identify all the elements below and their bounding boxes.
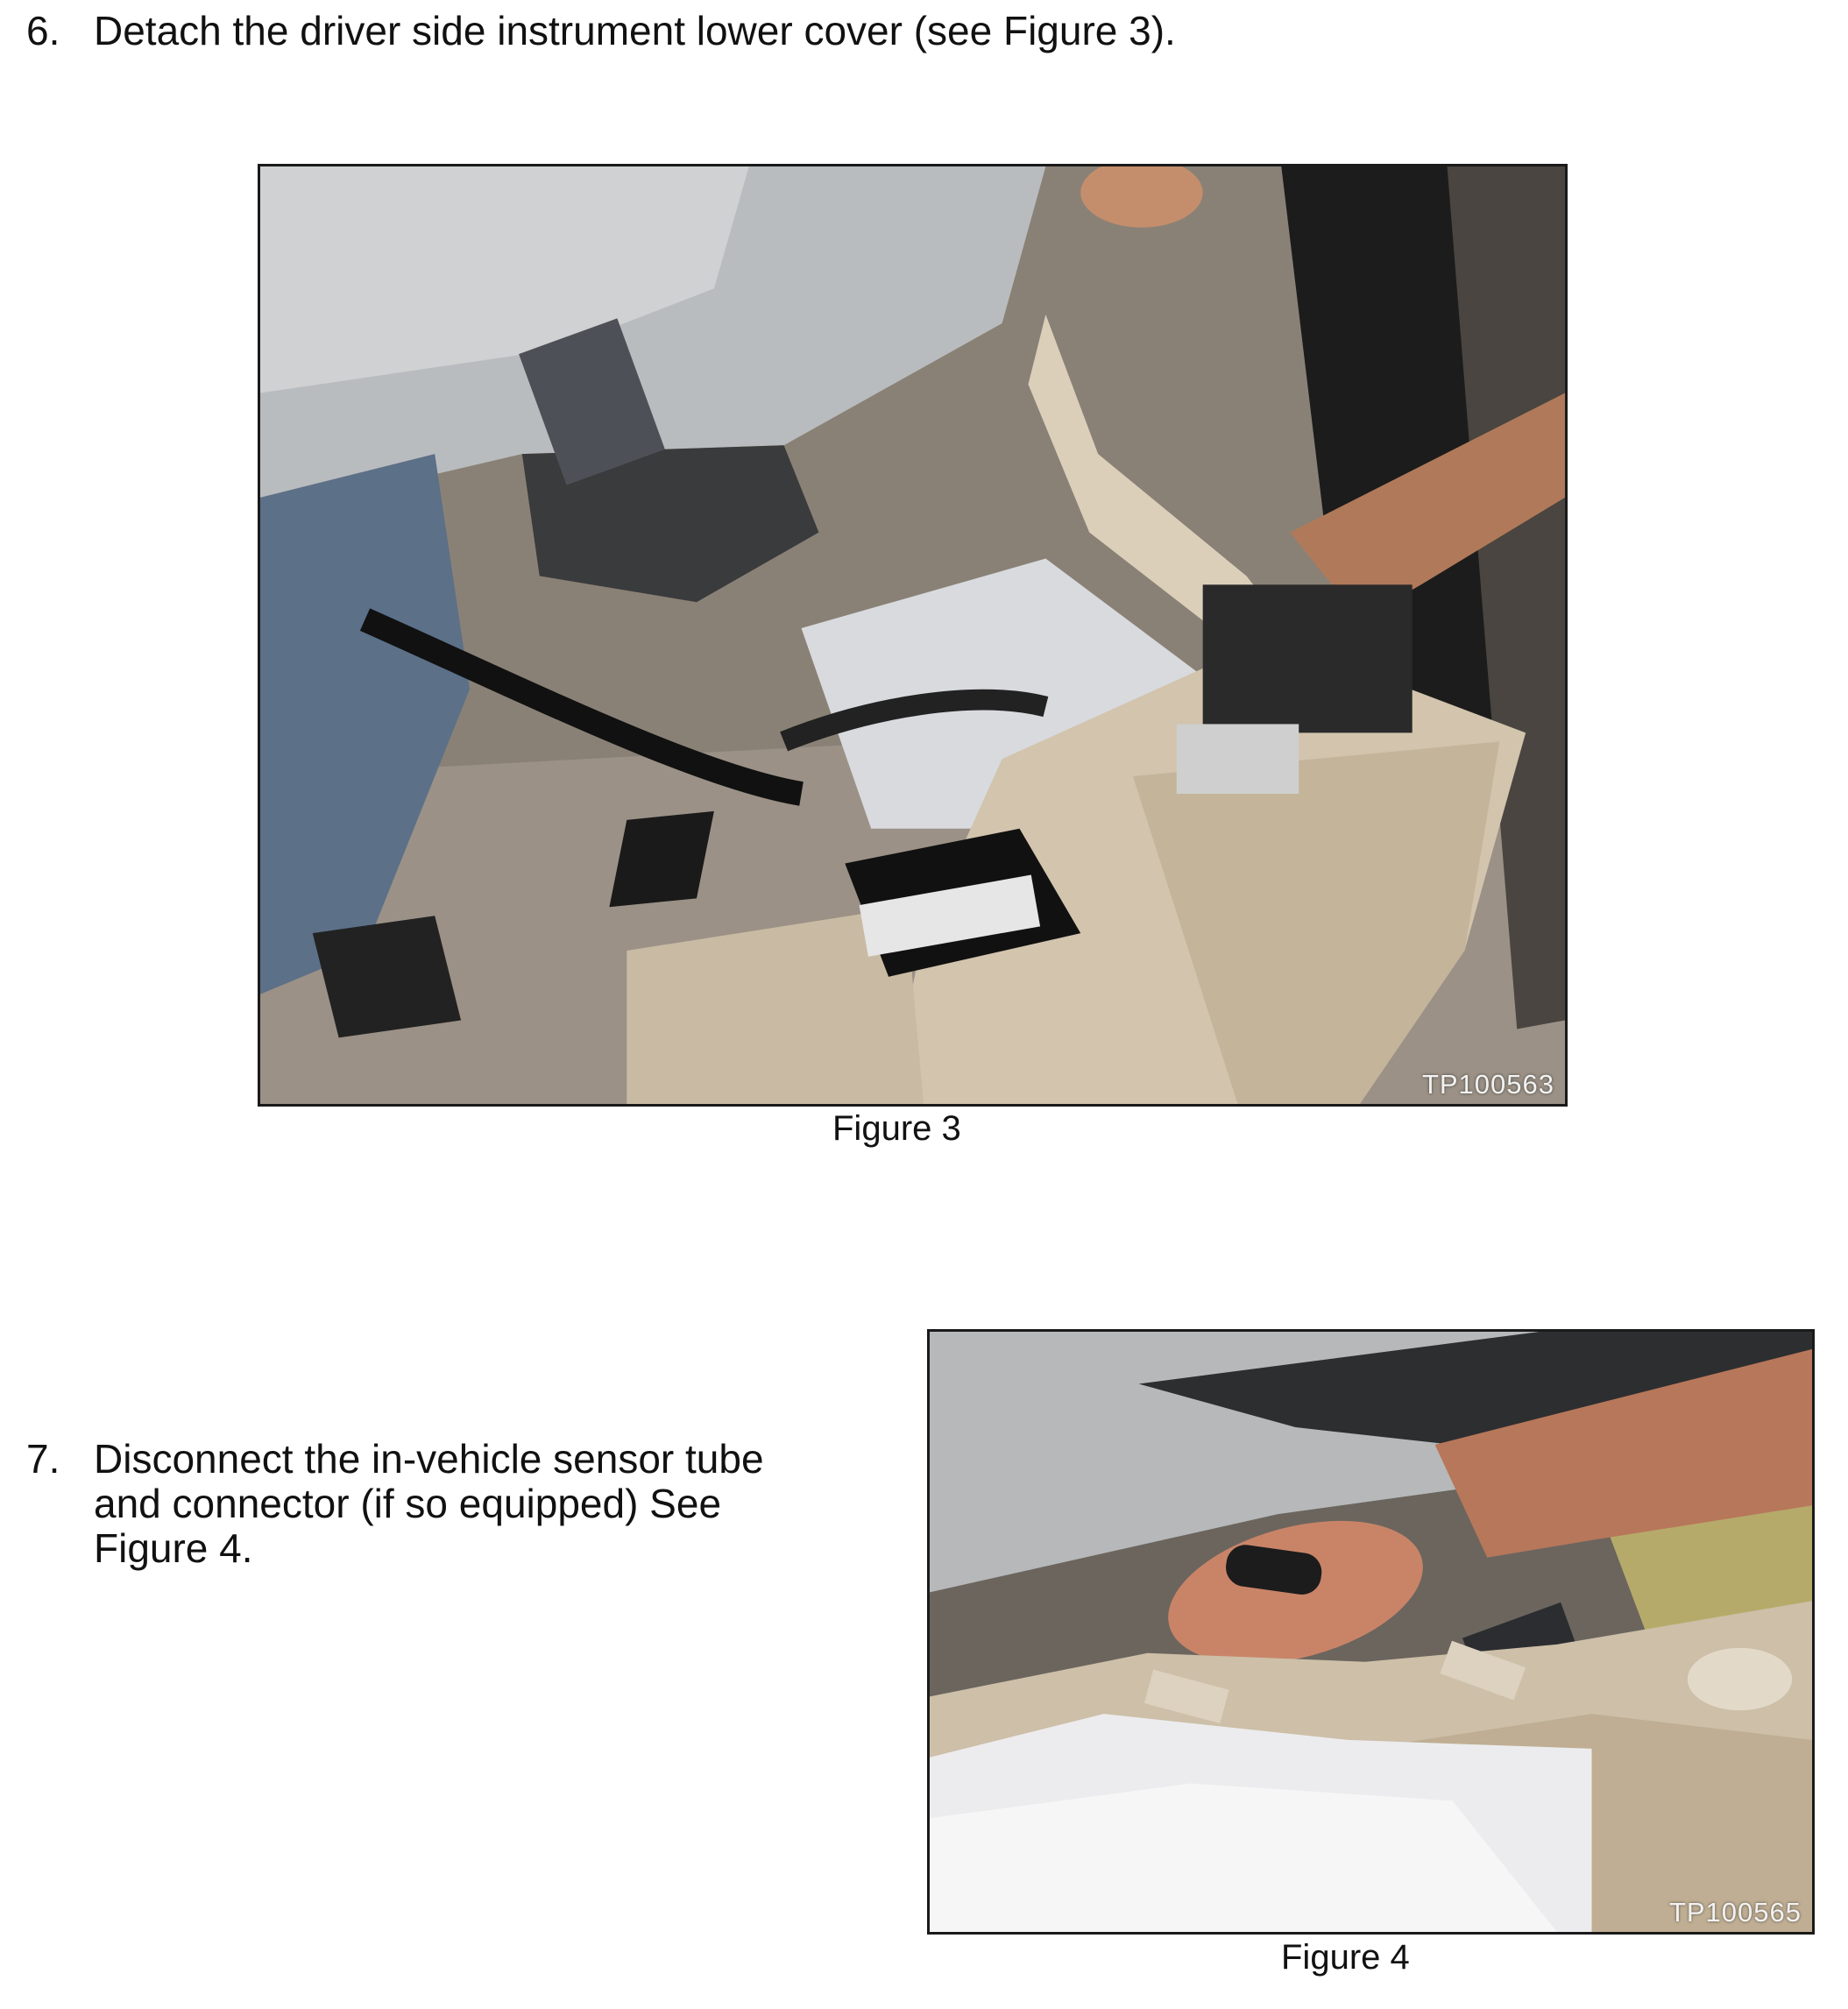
step-6 <box>26 9 1341 61</box>
step-7-number: 7. <box>26 1436 60 1482</box>
figure-4-image <box>930 1332 1812 1932</box>
figure-3-photo <box>258 164 1568 1107</box>
step-6-number: 6. <box>26 8 60 53</box>
figure-4-photo <box>927 1329 1815 1935</box>
step-7-text: Disconnect the in-vehicle sensor tube and connector (if so equipped) See Figure 4. <box>94 1436 764 1571</box>
figure-3-code: TP100563 <box>1421 1069 1554 1100</box>
step-6-text: Detach the driver side instrument lower cover (see Figure 3). <box>94 8 1176 53</box>
figure-4-caption: Figure 4 <box>1281 1938 1410 1977</box>
figure-3-caption: Figure 3 <box>832 1109 961 1148</box>
figure-3-image <box>260 166 1565 1104</box>
step-7 <box>26 1437 867 1577</box>
figure-4-code: TP100565 <box>1668 1897 1802 1928</box>
